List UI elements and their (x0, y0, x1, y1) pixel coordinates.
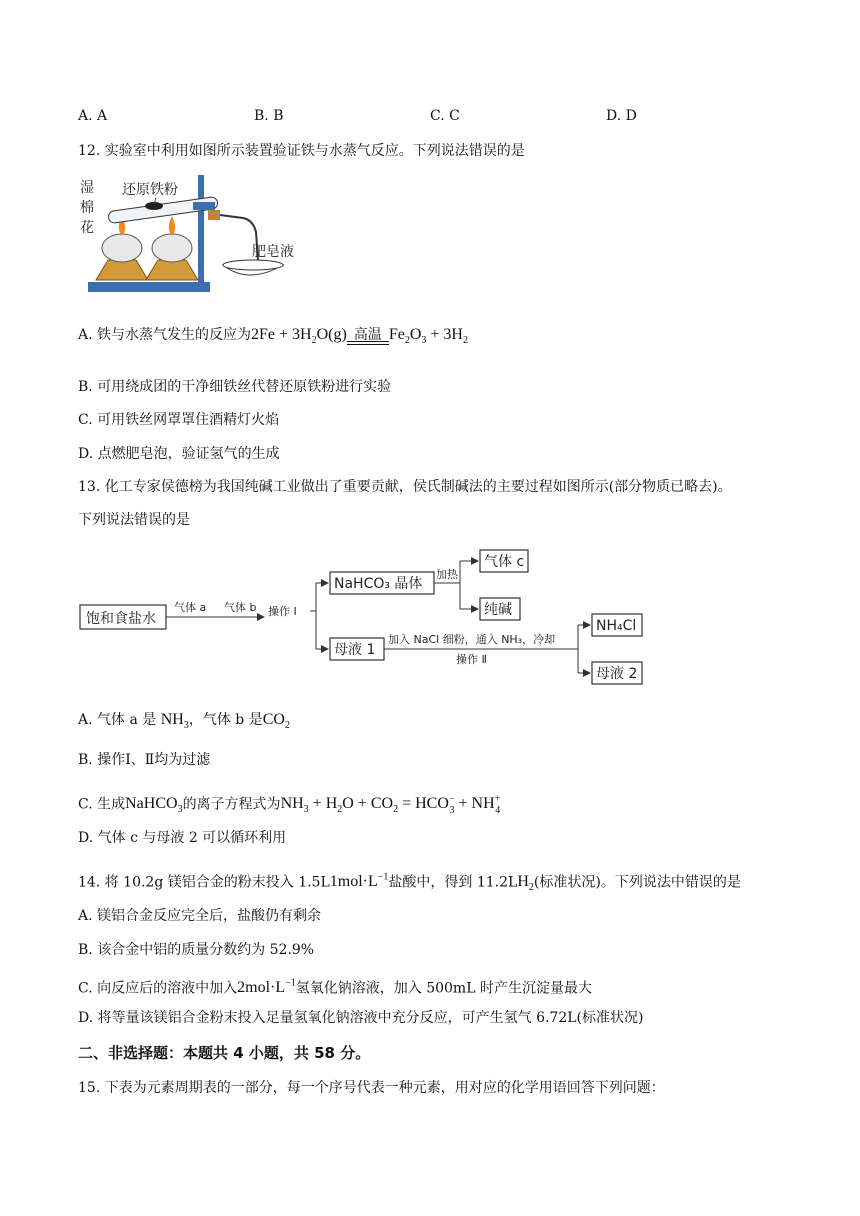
q14-option-c: C. 向反应后的溶液中加入$2mol\cdot L^{-1}$氢氧化钠溶液，加入 500mL 时产生沉淀量最大 (78, 978, 592, 997)
q14-stem-b: 盐酸中，得到 11.2L (388, 874, 518, 891)
q12-option-c: C. 可用铁丝网罩罩住酒精灯火焰 (78, 412, 280, 428)
flow-soda: 纯碱 (484, 602, 512, 618)
q13-a-mid: ，气体 b 是 (188, 712, 263, 728)
q14-c-b: 氢氧化钠溶液，加入 500mL 时产生沉淀量最大 (295, 980, 592, 997)
q11-option-a: A. A (78, 108, 108, 124)
q14-stem-a: 14. 将 10.2g 镁铝合金的粉末投入 1.5L (78, 874, 330, 891)
reaction-condition: 高温 (347, 341, 389, 351)
flow-op2: 操作 Ⅱ (456, 653, 487, 666)
q14-c-a: C. 向反应后的溶液中加入 (78, 980, 238, 997)
q12-option-a (78, 325, 468, 351)
flow-mother1: 母液 1 (334, 642, 376, 658)
flow-crystal: NaHCO₃ 晶体 (334, 576, 423, 592)
q12-a-text: A. 铁与水蒸气发生的反应为 (78, 327, 252, 343)
q13-option-b: B. 操作Ⅰ、Ⅱ均为过滤 (78, 752, 211, 768)
q11-option-d: D. D (606, 108, 637, 124)
q13-stem-2: 下列说法错误的是 (78, 512, 190, 528)
q13-option-a: A. 气体 a 是 $NH_3$，气体 b 是$CO_2$ (78, 711, 290, 732)
flow-mother2: 母液 2 (596, 666, 638, 682)
label-wet-cotton-1: 湿 (80, 180, 94, 196)
q13-option-c: C. 生成NaHCO$_3$的离子方程式为$NH_3 + H_2O + CO_2 = HCO^-_3 + NH^+_4$ (78, 794, 501, 816)
label-wet-cotton-2: 棉 (80, 200, 94, 216)
iron-steam-apparatus (78, 170, 308, 300)
flow-gas-a: 气体 a (174, 601, 207, 614)
q12-stem: 12. 实验室中利用如图所示装置验证铁与水蒸气反应。下列说法错误的是 (78, 143, 525, 159)
flow-nh4cl: NH₄Cl (596, 618, 637, 634)
q11-option-c: C. C (430, 108, 460, 124)
q12-option-b: B. 可用绕成团的干净细铁丝代替还原铁粉进行实验 (78, 379, 392, 395)
q14-option-a: A. 镁铝合金反应完全后，盐酸仍有剩余 (78, 908, 322, 924)
flow-start: 饱和食盐水 (86, 611, 156, 627)
q15-stem: 15. 下表为元素周期表的一部分，每一个序号代表一种元素，用对应的化学用语回答下列问题： (78, 1080, 665, 1096)
label-wet-cotton-3: 花 (80, 220, 94, 236)
flow-heat: 加热 (436, 568, 458, 581)
q14-stem: 14. 将 10.2g 镁铝合金的粉末投入 $1.5L1mol\cdot L^{-1}$盐酸中，得到 $11.2LH_2$(标准状况)。下列说法中错误的是 (78, 872, 741, 894)
flow-add: 加入 NaCl 细粉，通入 NH₃，冷却 (388, 633, 556, 646)
q14-stem-c: (标准状况)。下列说法中错误的是 (533, 874, 741, 891)
flow-op1: 操作 Ⅰ (268, 605, 297, 618)
q12-a-products: $Fe_2O_3 + 3H_2$ (388, 326, 468, 347)
q14-option-b: B. 该合金中铝的质量分数约为 52.9% (78, 942, 315, 958)
flow-gas-b: 气体 b (224, 601, 257, 614)
q14-option-d: D. 将等量该镁铝合金粉末投入足量氢氧化钠溶液中充分反应，可产生氢气 6.72L(标准状况) (78, 1010, 644, 1026)
label-iron-powder: 还原铁粉 (122, 182, 178, 198)
q13-a-text: A. 气体 a 是 (78, 712, 157, 728)
q13-stem-1: 13. 化工专家侯德榜为我国纯碱工业做出了重要贡献，侯氏制碱法的主要过程如图所示(部分物质已略去)。 (78, 479, 732, 495)
section-heading: 二、非选择题：本题共 4 小题，共 58 分。 (78, 1044, 371, 1062)
flow-gas-c: 气体 c (484, 554, 525, 570)
hou-process-flowchart (78, 545, 658, 690)
q13-c-mid: 的离子方程式为 (182, 796, 281, 813)
label-soap: 肥皂液 (252, 244, 294, 260)
q12-a-equation: $2Fe + 3H_2O(g)$ (251, 326, 347, 347)
q12-option-d: D. 点燃肥皂泡，验证氢气的生成 (78, 446, 280, 462)
q13-c-text: C. 生成 (78, 796, 126, 813)
q11-option-b: B. B (254, 108, 284, 124)
q13-option-d: D. 气体 c 与母液 2 可以循环利用 (78, 830, 287, 846)
